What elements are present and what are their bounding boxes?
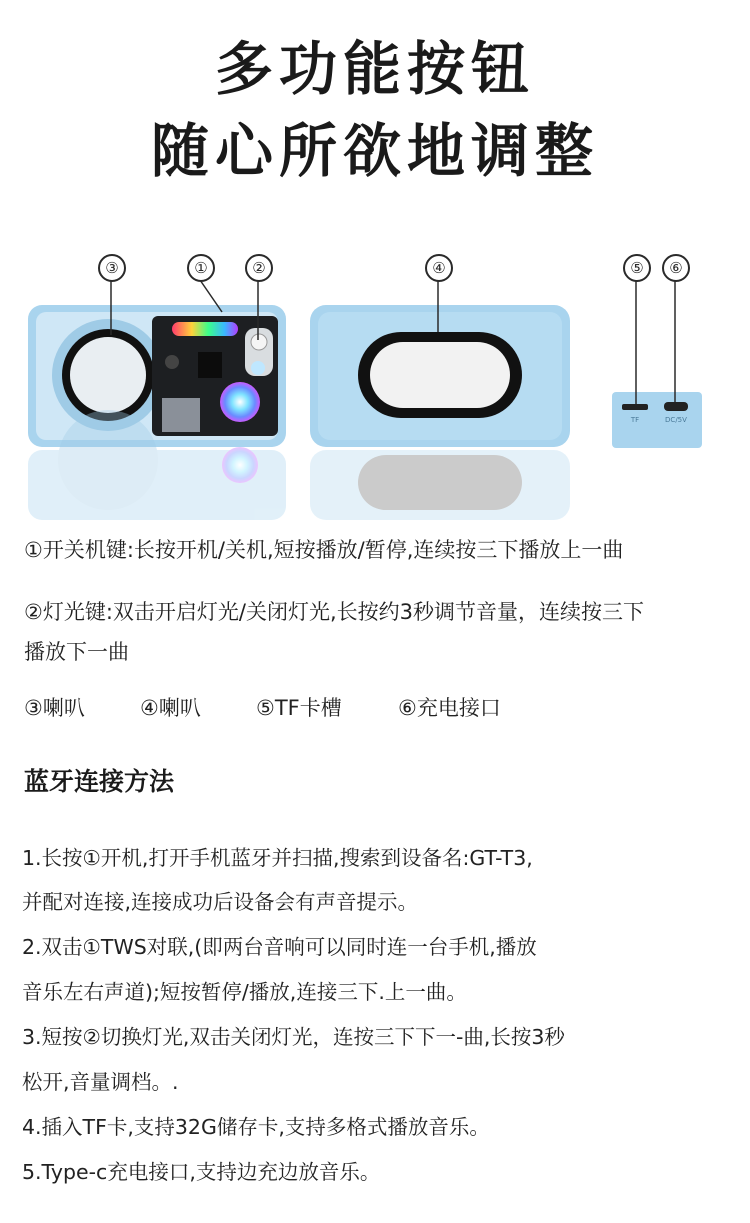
feature-light-key-cont: 播放下一曲 xyxy=(24,640,129,664)
product-illustration xyxy=(0,250,750,530)
callout-3: ③ xyxy=(98,254,126,282)
speaker-front xyxy=(310,305,570,447)
callout-6: ⑥ xyxy=(662,254,690,282)
headline-line-2: 随心所欲地调整 xyxy=(150,117,599,185)
bluetooth-section-title: 蓝牙连接方法 xyxy=(24,767,175,796)
bt-step-line: 1.长按①开机,打开手机蓝牙并扫描,搜索到设备名:GT-T3, xyxy=(22,846,533,870)
speaker-side xyxy=(612,392,702,448)
label-speaker-4: ④喇叭 xyxy=(140,696,201,720)
tf-port-label: TF xyxy=(630,416,640,424)
callout-1: ① xyxy=(187,254,215,282)
speaker-transparent xyxy=(28,305,286,447)
callout-2: ② xyxy=(245,254,273,282)
bt-step-line: 松开,音量调档。. xyxy=(22,1070,179,1094)
bt-step-line: 5.Type-c充电接口,支持边充边放音乐。 xyxy=(22,1160,381,1184)
bt-step-line: 2.双击①TWS对联,(即两台音响可以同时连一台手机,播放 xyxy=(22,935,537,959)
headline-line-1: 多功能按钮 xyxy=(214,35,535,103)
feature-power-key: ①开关机键:长按开机/关机,短按播放/暂停,连续按三下播放上一曲 xyxy=(24,538,624,562)
bt-step-line: 并配对连接,连接成功后设备会有声音提示。 xyxy=(22,890,419,914)
typec-port-label: DC/5V xyxy=(665,416,687,424)
callout-5: ⑤ xyxy=(623,254,651,282)
bt-step-line: 4.插入TF卡,支持32G储存卡,支持多格式播放音乐。 xyxy=(22,1115,490,1139)
feature-light-key: ②灯光键:双击开启灯光/关闭灯光,长按约3秒调节音量，连续按三下 xyxy=(24,600,645,624)
label-charge-port: ⑥充电接口 xyxy=(398,696,501,720)
bt-step-line: 3.短按②切换灯光,双击关闭灯光，连按三下下一-曲,长按3秒 xyxy=(22,1025,565,1049)
label-speaker-3: ③喇叭 xyxy=(24,696,85,720)
bt-step-line: 音乐左右声道);短按暂停/播放,连接三下.上一曲。 xyxy=(22,980,467,1004)
label-tf-slot: ⑤TF卡槽 xyxy=(256,696,342,720)
callout-4: ④ xyxy=(425,254,453,282)
